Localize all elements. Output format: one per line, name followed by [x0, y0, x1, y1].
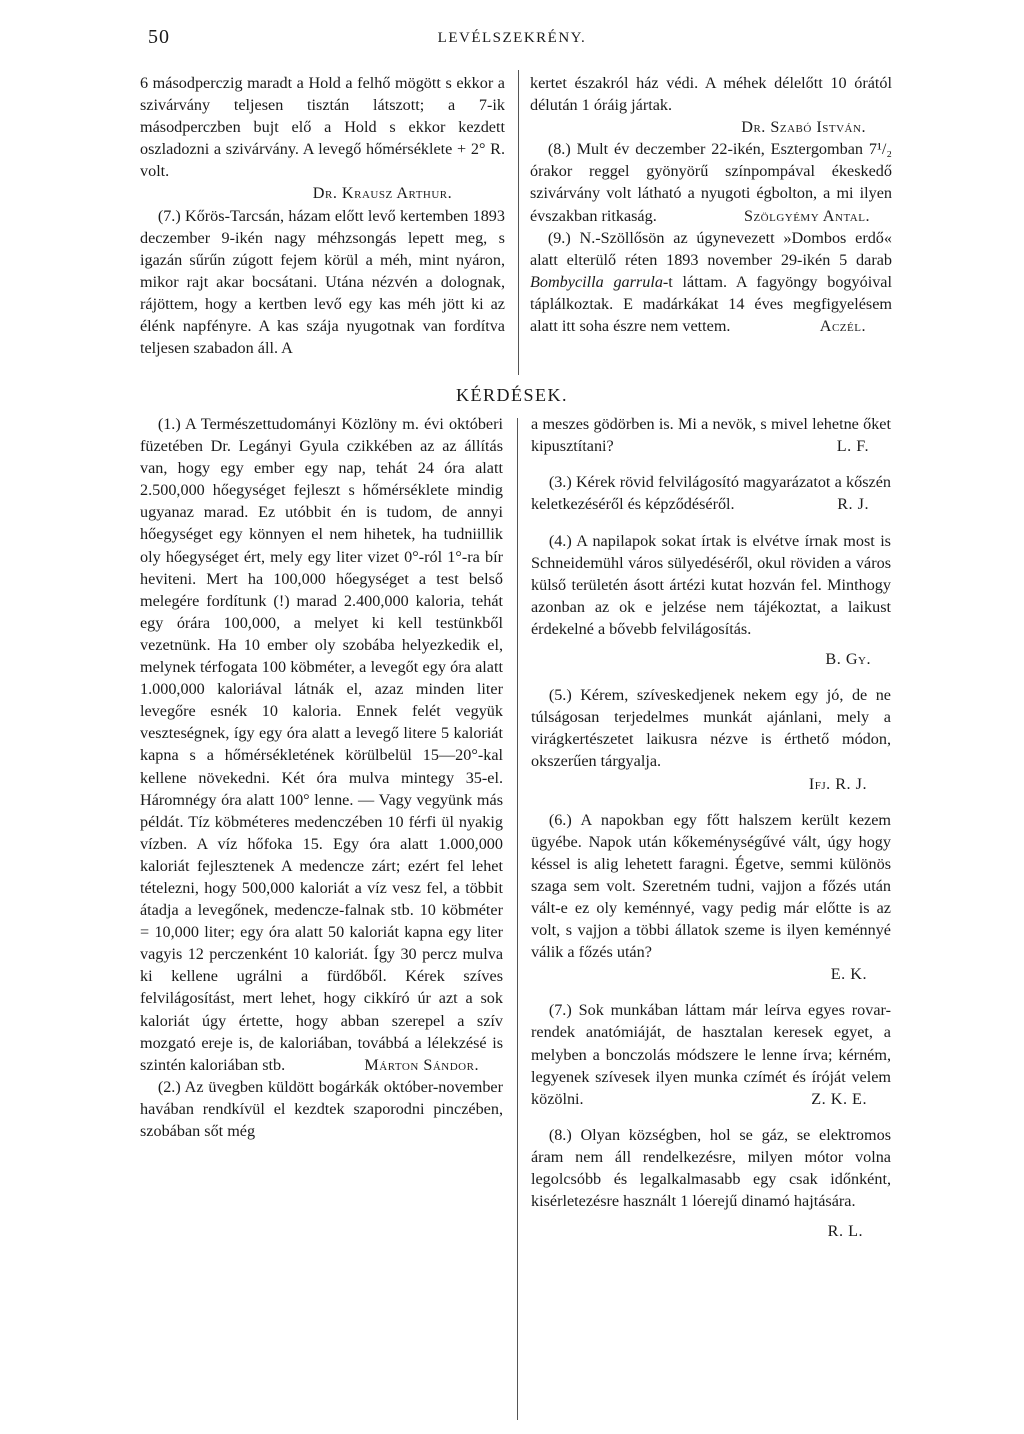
question-2-signature: L. F. [836, 437, 869, 456]
letter-9-species-name: Bombycilla garrula [530, 272, 663, 291]
question-6-signature: E. K. [830, 965, 867, 984]
section-title-questions: KÉRDÉSEK. [456, 385, 568, 405]
question-8-signature: R. L. [827, 1222, 863, 1241]
question-3-signature: R. J. [837, 495, 869, 514]
question-1-text: (1.) A Természettudományi Közlöny m. évi októberi füzetében Dr. Legányi Gyula czikkében az az állítás van, hogy egy ember egy nap, tehát 24 óra alatt 2.500,000 hőegységet fejleszt s hőmérséklete mindig ugyanaz marad. Ez utóbbit én is tudom, de annyi hőegységet egy könnyen el nem hihetek, ha tudniillik oly hőegységet ért, mely egy liter vizet 0°-ról 1°-ra bír heviteni. Mert ha 100,000 hőegységet a test belső melegére fordítunk (!) marad 2.400,000 kaloria, tehát egy órára 100,000, a melyet ki kell testünkből vezetnünk. Ha 10 ember oly szobába helyezkedik el, melynek térfogata 100 köbméter, a levegőt egy óra alatt 1.000,000 kaloriával látnák el, azaz minden liter levegőre esnék 10 kaloria. Ennek felét vegyük veszteségnek, így egy óra alatt a levegő litere 5 kaloriát kapna s a hőmérsékletének körülbelül 15—20°-kal kellene növekedni. Két óra mulva mintegy 35-el. Háromnégy óra alatt 100° lenne. — Vagy vegyünk más példát. Tíz köbméteres medenczében 10 férfi ül nyakig vízben. A víz hőfoka 15. Egy óra alatt 1.000,000 kaloriát fejlesztenek A medencze zárt; ezért fel lehet tételezni, hogy 500,000 kaloriát a víz vesz fel, a többit átadja a levegőnek, medencze-falnak stb. 10 köbméter = 10,000 liter; egy óra alatt 50 kaloriát kapna egy liter vagyis 12 perczenként 10 kaloriát. Így 30 percz mulva ki kellene ugrálni a fürdőből. Kérek szíves felvilágosítást, mert lehet, hogy cikkíró úr azt a sok kaloriát úgy értette, hogy abban szerepel a szív mozgató ereje is, de kaloriában, továbbá a lélekzésé is szintén kaloriában stb. [140, 415, 503, 1074]
letter-7-signature: Dr. Szabó István. [741, 118, 866, 137]
question-6-text: (6.) A napokban egy főtt halszem került kezem ügyébe. Napok után kőkeménységűvé vált, úgy hogy késsel is alig lehetett faragni. Égetve, semmi különös szaga sem volt. Szeretném tudni, vajjon a főzés után vált-e ez oly keménnyé, vagy pedig már előtte is az volt, s vajjon a többi állatok szeme is ilyen keménnyé válik a főzés után? [531, 810, 891, 962]
questions-right-column [531, 413, 891, 1242]
letter-9-signature: Aczél. [819, 317, 866, 336]
questions-left-column [140, 413, 503, 1142]
letter-9-text-end: -t láttam. A fagyöngy bogyóival táplálkoztak. E madárkákat 14 éves megfigyelésem alatt itt soha észre nem vettem. [530, 272, 892, 336]
question-7-signature: Z. K. E. [811, 1089, 867, 1108]
column-divider-top [518, 70, 519, 375]
column-divider-bottom [517, 418, 518, 1420]
letter-8-text: (8.) Mult év deczember 22-ikén, Esztergomban 7¹/₂ órakor reggel gyönyörű színpompával ékeskedő szivárvány volt látható a nyugoti égbolton, a mi ilyen évszakban ritkaság. [530, 140, 892, 225]
question-5-text: (5.) Kérem, szíveskedjenek nekem egy jó, de ne túlságosan terjedelmes munkát ajánlani, mely a virágkertészetet laikusra nézve is érthető módon, okszerűen tárgyalja. [531, 686, 891, 771]
question-7-text: (7.) Sok munkában láttam már leírva egyes rovar-rendek anatómiáját, de hasztalan keresek egyet, a melyben a bonczolás módszere le lenne írva; kérném, legyenek szívesek ilyen munka czímét és íróját velem közölni. [531, 1001, 891, 1108]
question-2-text: (2.) Az üvegben küldött bogárkák október-november havában rendkívül el kezdtek szaporodni pinczében, szobában sőt még [140, 1077, 503, 1141]
letter-7-text: (7.) Kőrös-Tarcsán, házam előtt levő kertemben 1893 deczember 9-ikén nagy méhzsongás lepett meg, s igazán sűrűn zúgott fejem körül a méh, mint nyáron, mikor rajt akar bocsátani. Utána nézvén a dolognak, rájöttem, hogy a kertben levő egy kas méh jött ki az élénk napfényre. A kas szája nyugotnak van fordítva teljesen szabadon áll. A [140, 206, 505, 358]
question-4-text: (4.) A napilapok sokat írtak is elvétve írnak most is Schneidemühl város sülyedéséről, okul röviden a város külső területén ásott ártézi kutat hozván fel. Minthogy azonban az ok e jelzése nem tájékoztat, a laikust érdekelné a bővebb felvilágosítás. [531, 531, 891, 638]
letter-9-text-start: (9.) N.-Szöllősön az úgynevezett »Dombos erdő« alatt elterülő réten 1893 november 29-ikén 5 darab [530, 228, 892, 269]
question-8-text: (8.) Olyan községben, hol se gáz, se elektromos áram nem áll rendelkezésre, milyen mótor volna legolcsóbb és legalkalmasabb egy csak időnként, kisérletezésre használt 1 lóerejű dinamó hajtására. [531, 1125, 891, 1211]
letters-left-column [140, 72, 505, 359]
page-number: 50 [148, 26, 170, 48]
question-2-continuation: a meszes gödörben is. Mi a nevök, s mivel lehetne őket kipusztítani? [531, 415, 891, 456]
question-5-signature: Ifj. R. J. [808, 774, 867, 793]
letter-6-text: 6 másodperczig maradt a Hold a felhő mögött s ekkor a szivárvány teljesen tisztán látszott; a 7-ik másodperczben bujt elő a Hold s ekkor kezdett oszladozni a szivárvány. A levegő hőmérséklete + 2° R. volt. [140, 74, 505, 181]
letter-7-continuation: kertet északról ház védi. A méhek délelőtt 10 órától délután 1 óráig jártak. [530, 74, 892, 115]
running-title: LEVÉLSZEKRÉNY. [437, 30, 587, 46]
question-4-signature: B. Gy. [825, 650, 871, 669]
letters-right-column [530, 72, 892, 337]
question-3-text: (3.) Kérek rövid felvilágosító magyarázatot a kőszén keletkezéséről és képződéséről. [531, 473, 891, 514]
letter-6-signature: Dr. Krausz Arthur. [312, 184, 453, 203]
letter-8-signature: Szölgyémy Antal. [743, 206, 870, 225]
question-1-signature: Márton Sándor. [364, 1055, 479, 1074]
